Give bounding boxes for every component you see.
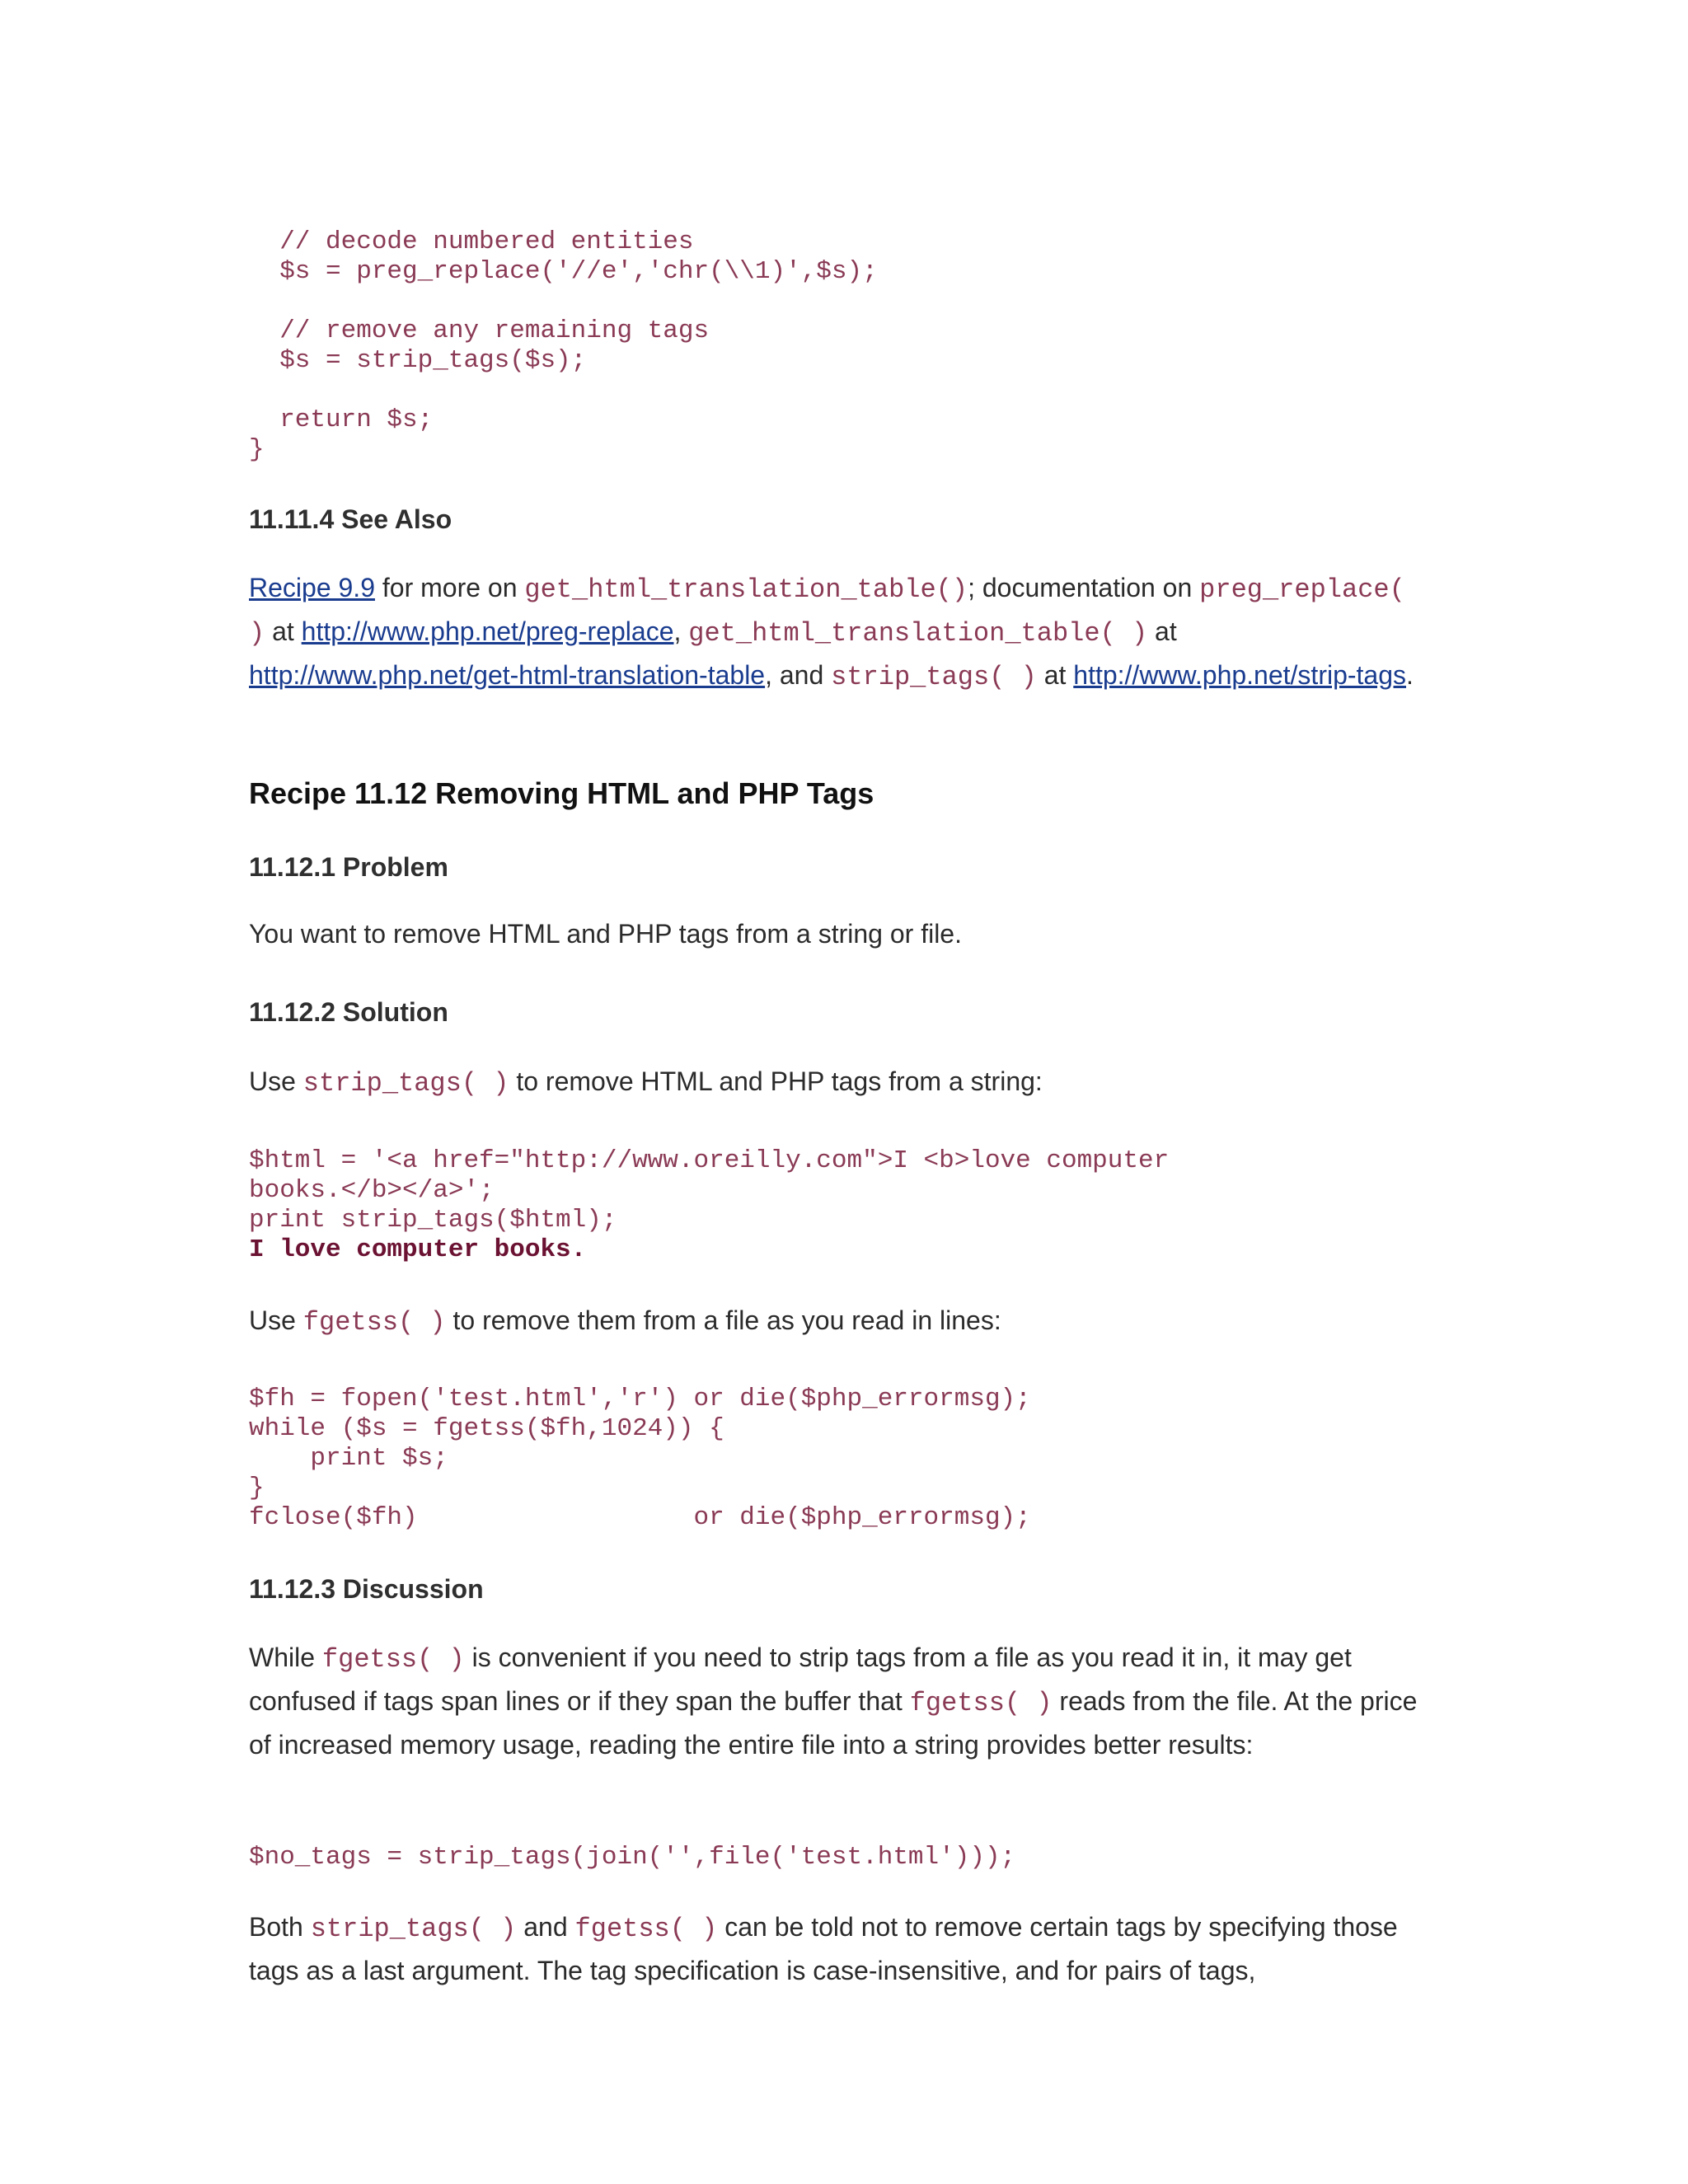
recipe-9-9-link[interactable]: Recipe 9.9 — [249, 573, 375, 602]
text: Use — [249, 1066, 303, 1096]
code-block-strip-tags — [249, 1146, 1169, 1265]
discussion-heading: 11.12.3 Discussion — [249, 1574, 484, 1604]
text: reads from the file. At the price of increased memory usage, reading the entire file into a string provides better results: — [249, 1686, 1418, 1760]
problem-text: You want to remove HTML and PHP tags from a string or file. — [249, 919, 962, 949]
code-line: fclose($fh) or die($php_errormsg); — [249, 1503, 1031, 1532]
text: to remove HTML and PHP tags from a string: — [509, 1066, 1043, 1096]
text: at — [1147, 616, 1177, 646]
text: Both — [249, 1912, 311, 1942]
text: , — [673, 616, 689, 646]
code-line: return $s; — [249, 405, 434, 434]
solution-heading: 11.12.2 Solution — [249, 997, 448, 1027]
text: ; documentation on — [968, 573, 1200, 602]
code-line: $s = strip_tags($s); — [249, 346, 587, 375]
inline-code: get_html_translation_table() — [524, 574, 968, 605]
code-output: I love computer books. — [249, 1235, 587, 1264]
code-block-fgetss — [249, 1385, 1031, 1533]
code-line: } — [249, 1474, 265, 1502]
code-line: $no_tags = strip_tags(join('',file('test.html'))); — [249, 1843, 1016, 1872]
inline-code: get_html_translation_table( ) — [688, 618, 1148, 649]
code-line: $s = preg_replace('//e','chr(\\1)',$s); — [249, 257, 878, 286]
code-block-no-tags — [249, 1843, 1015, 1872]
code-block-top — [249, 227, 878, 465]
strip-tags-link[interactable]: http://www.php.net/strip-tags — [1073, 660, 1407, 690]
inline-code: fgetss( ) — [909, 1688, 1053, 1718]
solution-paragraph-1 — [249, 1061, 1436, 1104]
inline-code: preg_replace( ) — [249, 574, 1405, 649]
code-line: $html = '<a href="http://www.oreilly.com">I <b>love computer — [249, 1146, 1170, 1175]
code-line: $fh = fopen('test.html','r') or die($php_errormsg); — [249, 1385, 1031, 1413]
text: at — [265, 616, 302, 646]
code-line: // decode numbered entities — [249, 227, 694, 256]
solution-paragraph-2 — [249, 1300, 1436, 1343]
text: . — [1406, 660, 1414, 690]
code-line — [249, 376, 878, 405]
inline-code: fgetss( ) — [574, 1914, 718, 1944]
code-line: books.</b></a>'; — [249, 1176, 495, 1205]
discussion-paragraph-2 — [249, 1906, 1436, 1992]
code-line: while ($s = fgetss($fh,1024)) { — [249, 1414, 724, 1443]
text: to remove them from a file as you read in lines: — [445, 1305, 1001, 1335]
inline-code: strip_tags( ) — [831, 662, 1037, 692]
inline-code: strip_tags( ) — [302, 1068, 509, 1099]
translation-table-link[interactable]: http://www.php.net/get-html-translation-table — [249, 660, 766, 690]
preg-replace-link[interactable]: http://www.php.net/preg-replace — [301, 616, 674, 646]
code-line: // remove any remaining tags — [249, 316, 710, 345]
inline-code: fgetss( ) — [302, 1307, 446, 1338]
text: and — [516, 1912, 575, 1942]
inline-code: strip_tags( ) — [310, 1914, 517, 1944]
code-line: print strip_tags($html); — [249, 1206, 617, 1235]
recipe-title: Recipe 11.12 Removing HTML and PHP Tags — [249, 776, 874, 810]
see-also-heading: 11.11.4 See Also — [249, 504, 452, 534]
problem-heading: 11.12.1 Problem — [249, 852, 448, 882]
text: is convenient if you need to strip tags from a file as you read it in, it may get confused if tags span lines or if they span the buffer that — [249, 1643, 1352, 1716]
code-line: print $s; — [249, 1444, 448, 1473]
text: Use — [249, 1305, 303, 1335]
text: , and — [765, 660, 832, 690]
code-line: } — [249, 435, 265, 464]
code-line — [249, 287, 878, 316]
text: at — [1036, 660, 1074, 690]
inline-code: fgetss( ) — [321, 1644, 465, 1675]
text: can be told not to remove certain tags by specifying those tags as a last argument. The tag specification is case-insensitive, and for pairs of tags, — [249, 1912, 1398, 1985]
text: While — [249, 1643, 322, 1672]
text: for more on — [374, 573, 525, 602]
see-also-paragraph — [249, 567, 1436, 698]
discussion-paragraph-1 — [249, 1637, 1436, 1766]
